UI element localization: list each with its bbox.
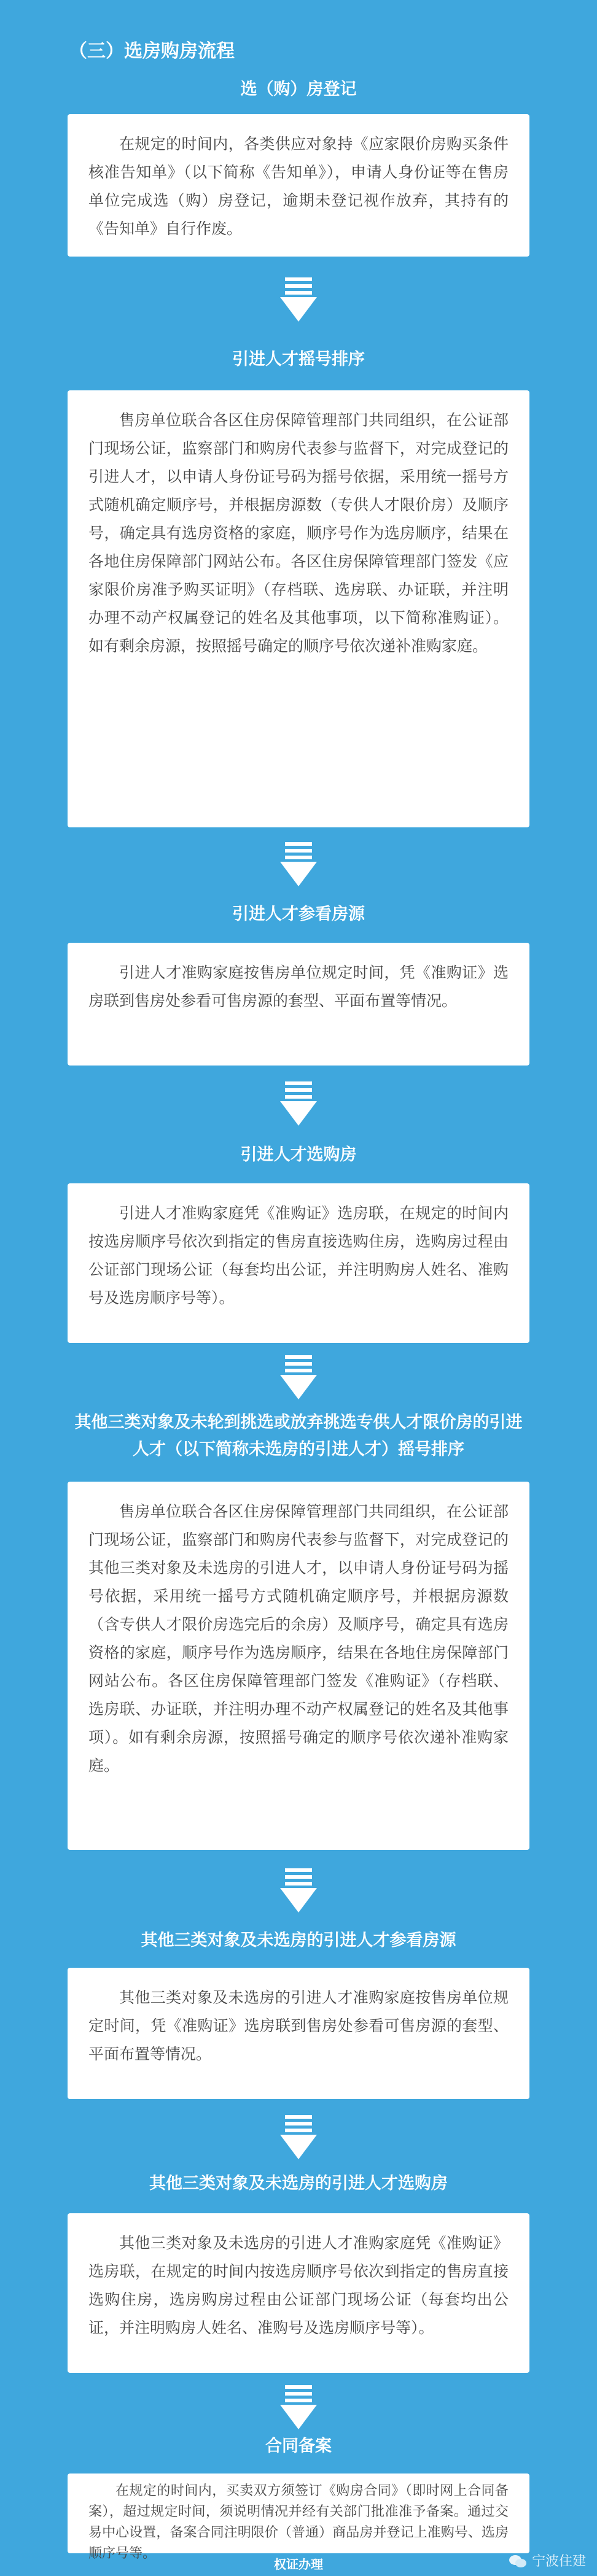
step-text-others-lottery: 售房单位联合各区住房保障管理部门共同组织，在公证部门现场公证，监察部门和购房代表参与监督下，对完成登记的其他三类对象及未选房的引进人才，以申请人身份证号码为摇号依据，采用统一摇号方式随机确定顺序号，并根据房源数（含专供人才限价房选完后的余房）及顺序号，确定具有选房资格的家庭，顺序号作为选房顺序，结果在各地住房保障部门网站公布。各区住房保障管理部门签发《准购证》（存档联、选房联、办证联，并注明办理不动产权属登记的姓名及其他事项）。如有剩余房源，按照摇号确定的顺序号依次递补准购家庭。	[88, 1503, 509, 1774]
step-card-others-view	[68, 1968, 529, 2099]
wechat-icon	[509, 2555, 527, 2568]
step-text-registration: 在规定的时间内，各类供应对象持《应家限价房购买条件核准告知单》（以下简称《告知单》），申请人身份证等在售房单位完成选（购）房登记，逾期未登记视作放弃，其持有的《告知单》自行作废。	[88, 135, 509, 238]
watermark	[509, 2551, 586, 2570]
arrow-down-icon	[280, 1081, 317, 1127]
step-text-contract-filing: 在规定的时间内，买卖双方须签订《购房合同》（即时网上合同备案），超过规定时间，须说明情况并经有关部门批准准予备案。通过交易中心设置，备案合同注明限价（普通）商品房并登记上准购号、选房顺序号等。	[88, 2483, 509, 2561]
step-title-others-purchase: 其他三类对象及未选房的引进人才选购房	[149, 2174, 448, 2193]
step-card-talent-view	[68, 943, 529, 1066]
step-text-talent-view: 引进人才准购家庭按售房单位规定时间，凭《准购证》选房联到售房处参看可售房源的套型、平面布置等情况。	[88, 964, 509, 1010]
step-title-others-lottery: 其他三类对象及未轮到挑选或放弃挑选专供人才限价房的引进人才（以下简称未选房的引进人才）摇号排序	[74, 1413, 523, 1459]
step-text-talent-lottery: 售房单位联合各区住房保障管理部门共同组织，在公证部门现场公证，监察部门和购房代表参与监督下，对完成登记的引进人才，以申请人身份证号码为摇号依据，采用统一摇号方式随机确定顺序号，并根据房源数（专供人才限价房）及顺序号，确定具有选房资格的家庭，顺序号作为选房顺序，结果在各地住房保障部门网站公布。各区住房保障管理部门签发《应家限价房准予购买证明》（存档联、选房联、办证联，并注明办理不动产权属登记的姓名及其他事项，以下简称准购证）。如有剩余房源，按照摇号确定的顺序号依次递补准购家庭。	[88, 411, 509, 655]
step-title-talent-purchase: 引进人才选购房	[240, 1145, 357, 1164]
step-title-registration: 选（购）房登记	[240, 80, 357, 99]
arrow-down-icon	[280, 842, 317, 888]
step-title-talent-view: 引进人才参看房源	[232, 905, 365, 924]
step-title-others-view: 其他三类对象及未选房的引进人才参看房源	[141, 1931, 456, 1950]
step-text-talent-purchase: 引进人才准购家庭凭《准购证》选房联，在规定的时间内按选房顺序号依次到指定的售房直接选购住房，选购房过程由公证部门现场公证（每套均出公证，并注明购房人姓名、准购号及选房顺序号等）。	[88, 1204, 509, 1307]
step-card-others-lottery	[68, 1482, 529, 1850]
step-text-others-view: 其他三类对象及未选房的引进人才准购家庭按售房单位规定时间，凭《准购证》选房联到售房处参看可售房源的套型、平面布置等情况。	[88, 1989, 509, 2063]
step-card-registration	[68, 114, 529, 257]
arrow-down-icon	[280, 277, 317, 323]
arrow-down-icon	[280, 1868, 317, 1914]
watermark-text: 宁波住建	[531, 2554, 586, 2569]
arrow-down-icon	[280, 1355, 317, 1401]
step-card-talent-lottery	[68, 390, 529, 827]
step-title-talent-lottery: 引进人才摇号排序	[232, 350, 365, 369]
step-card-others-purchase	[68, 2213, 529, 2373]
arrow-down-icon	[280, 2385, 317, 2431]
step-card-contract-filing	[68, 2474, 529, 2561]
arrow-down-icon	[280, 2115, 317, 2160]
step-card-talent-purchase	[68, 1183, 529, 1343]
page-title: （三）选房购房流程	[69, 41, 235, 62]
step-title-certificate: 权证办理	[274, 2557, 323, 2572]
step-title-contract-filing: 合同备案	[265, 2437, 332, 2456]
step-text-others-purchase: 其他三类对象及未选房的引进人才准购家庭凭《准购证》选房联，在规定的时间内按选房顺序号依次到指定的售房直接选购住房，选房购房过程由公证部门现场公证（每套均出公证，并注明购房人姓名、准购号及选房顺序号等）。	[88, 2234, 509, 2337]
